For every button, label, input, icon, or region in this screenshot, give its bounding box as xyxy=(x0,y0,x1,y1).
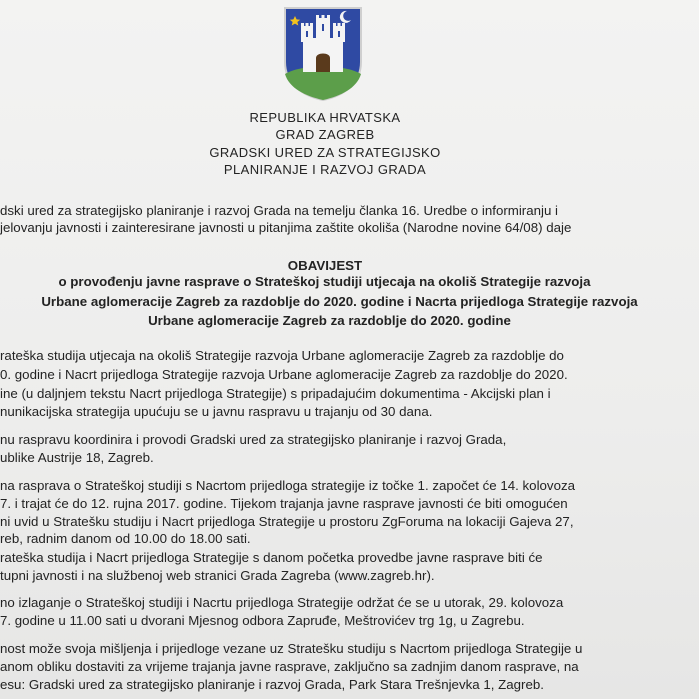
body-line: ublike Austrije 18, Zagreb. xyxy=(0,450,154,465)
body-line: rateška studija i Nacrt prijedloga Strategije s danom početka provedbe javne rasprave biti će xyxy=(0,550,543,565)
body-line: anom obliku dostaviti za vrijeme trajanja javne rasprave, zaključno sa zadnjim danom rasprave, na xyxy=(0,659,579,674)
body-line: nu raspravu koordinira i provodi Gradski ured za strategijsko planiranje i razvoj Grada, xyxy=(0,432,507,447)
zagreb-coat-of-arms-icon xyxy=(281,4,365,102)
notice-subtitle-line: Urbane aglomeracije Zagreb za razdoblje do 2020. godine i Nacrta prijedloga Strategije razvoja xyxy=(41,294,638,309)
body-line: na rasprava o Strateškoj studiji s Nacrtom prijedloga strategije iz točke 1. započet će 14. kolovoza xyxy=(0,478,576,493)
body-line: no izlaganje o Strateškoj studiji i Nacrtu prijedloga Strategije održat će se u utorak, 29. kolovoza xyxy=(0,595,564,610)
header-republic: REPUBLIKA HRVATSKA xyxy=(249,110,401,125)
body-line: nost može svoja mišljenja i prijedloge vezane uz Stratešku studiju s Nacrtom prijedloga Strategije u xyxy=(0,641,583,656)
intro-line: jelovanju javnosti i zainteresirane javnosti u pitanjima zaštite okoliša (Narodne novine 64/08) daje xyxy=(0,220,572,235)
body-line: ine (u daljnjem tekstu Nacrt prijedloga Strategije) s pripadajućim dokumentima - Akcijski plan i xyxy=(0,386,551,401)
body-line: ni uvid u Stratešku studiju i Nacrt prijedloga Strategije u prostoru ZgForuma na lokaciji Gajeva 27, xyxy=(0,514,574,529)
body-line: 7. godine u 11.00 sati u dvorani Mjesnog odbora Zapruđe, Meštrovićev trg 1g, u Zagrebu. xyxy=(0,613,525,628)
body-line: nunikacijska strategija upućuju se u javnu raspravu u trajanju od 30 dana. xyxy=(0,404,433,419)
header-office-line1: GRADSKI URED ZA STRATEGIJSKO xyxy=(209,145,441,160)
header-city: GRAD ZAGREB xyxy=(275,127,375,142)
body-line: reb, radnim danom od 10.00 do 18.00 sati. xyxy=(0,531,251,546)
body-line: tupni javnosti i na službenoj web stranici Grada Zagreba (www.zagreb.hr). xyxy=(0,568,435,583)
notice-subtitle-line: Urbane aglomeracije Zagreb za razdoblje do 2020. godine xyxy=(148,313,511,328)
notice-subtitle-line: o provođenju javne rasprave o Strateškoj studiji utjecaja na okoliš Strategije razvoja xyxy=(58,274,591,289)
notice-title: OBAVIJEST xyxy=(287,258,363,273)
body-line: esu: Gradski ured za strategijsko planiranje i razvoj Grada, Park Stara Trešnjevka 1, Zagreb. xyxy=(0,677,544,692)
body-line: 7. i trajat će do 12. rujna 2017. godine. Tijekom trajanja javne rasprave javnosti će biti omogućen xyxy=(0,496,568,511)
header-office-line2: PLANIRANJE I RAZVOJ GRADA xyxy=(223,162,427,177)
body-line: rateška studija utjecaja na okoliš Strategije razvoja Urbane aglomeracije Zagreb za razdoblje do xyxy=(0,348,564,363)
body-line: 0. godine i Nacrt prijedloga Strategije razvoja Urbane aglomeracije Zagreb za razdoblje do 2020. xyxy=(0,367,568,382)
intro-line: dski ured za strategijsko planiranje i razvoj Grada na temelju članka 16. Uredbe o informiranju i xyxy=(0,203,559,218)
